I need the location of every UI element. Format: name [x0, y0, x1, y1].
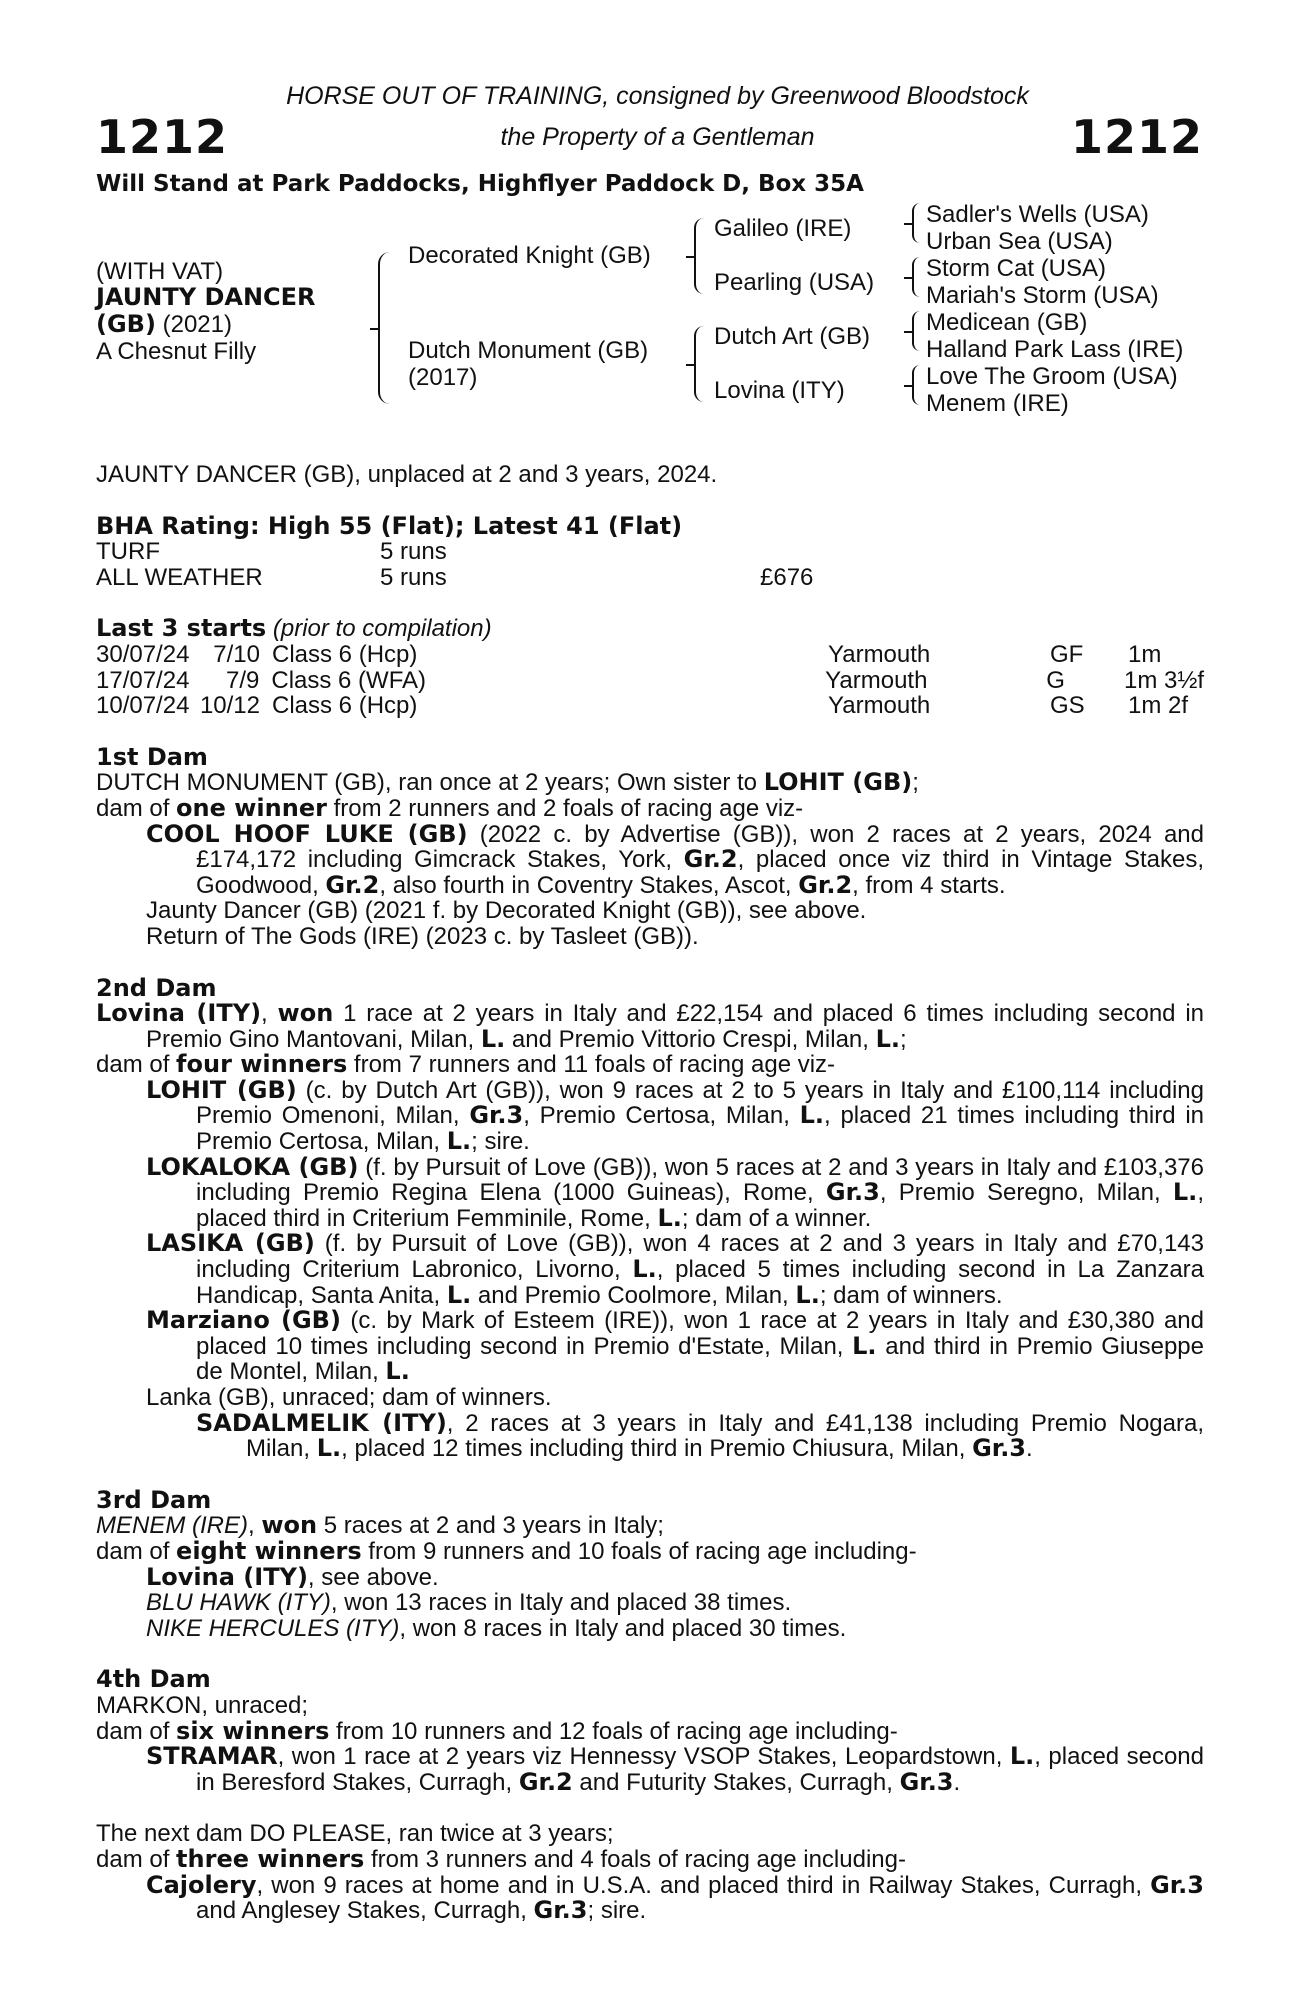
- rating-prize: £676: [760, 563, 814, 591]
- progeny-text: , Premio Certosa, Milan,: [523, 1102, 800, 1130]
- progeny-text: , won 13 races in Italy and placed 38 times.: [330, 1589, 792, 1617]
- text: ;: [900, 1025, 907, 1053]
- progeny-text: .: [953, 1768, 961, 1796]
- dam1-progeny: Return of The Gods (IRE) (2023 c. by Tasleet (GB)).: [146, 922, 699, 950]
- rating-surface: ALL WEATHER: [96, 563, 263, 591]
- progeny-text: , placed 5 times including second in La Zanzara Handicap, Santa Anita,: [196, 1256, 1205, 1309]
- dam1-text: ;: [912, 769, 919, 797]
- horse-name-line2: [96, 311, 232, 338]
- progeny-text: , from 4 starts.: [852, 871, 1006, 899]
- progeny-text: (c. by Dutch Art (GB)), won 9 races at 2 to 5 years in Italy and £100,114 including Premio Omenoni, Milan,: [196, 1076, 1204, 1130]
- text-bold: won: [261, 1511, 318, 1540]
- last-starts-note: (prior to compilation): [272, 615, 492, 643]
- dam1-line1: [96, 770, 1204, 796]
- grade: L.: [875, 1024, 901, 1053]
- text: and Premio Vittorio Crespi, Milan,: [505, 1025, 876, 1053]
- sds: Storm Cat (USA): [926, 255, 1107, 282]
- progeny-text: , placed once viz third in Vintage Stakes, Goodwood,: [196, 846, 1204, 899]
- horse-year: (2021): [162, 311, 232, 338]
- text-bold: won: [277, 999, 334, 1028]
- progeny-text: , won 9 races at home and in U.S.A. and placed third in Railway Stakes, Curragh,: [256, 1871, 1151, 1899]
- last-starts-title: Last 3 starts: [96, 614, 267, 643]
- stand-location: Will Stand at Park Paddocks, Highflyer Paddock D, Box 35A: [96, 171, 864, 197]
- dam3-line1: [96, 1513, 1204, 1539]
- progeny-text: ; sire.: [587, 1897, 647, 1925]
- text: dam of: [96, 1717, 177, 1745]
- property-line: the Property of a Gentleman: [500, 123, 815, 151]
- progeny-text: , Premio Seregno, Milan,: [879, 1179, 1173, 1207]
- start-going: GF: [1050, 640, 1084, 668]
- grade: L.: [316, 1434, 342, 1463]
- progeny-text: and Premio Coolmore, Milan,: [471, 1281, 796, 1309]
- start-distance: 1m 3½f: [1123, 666, 1205, 694]
- progeny-text: (c. by Mark of Esteem (IRE)), won 1 race at 2 years in Italy and £30,380 and placed 10 times including second in Premio d'Estate, Milan,: [196, 1307, 1205, 1360]
- dam3-progeny: [96, 1562, 1204, 1591]
- dam1-progeny: Jaunty Dancer (GB) (2021 f. by Decorated Knight (GB)), see above.: [146, 897, 867, 925]
- progeny-text: .: [1026, 1435, 1033, 1463]
- grade: L.: [799, 1101, 825, 1130]
- text: ,: [248, 1512, 262, 1540]
- dss: Medicean (GB): [926, 309, 1088, 336]
- progeny-text: , placed 12 times including third in Premio Chiusura, Milan,: [341, 1435, 973, 1463]
- grade: L.: [852, 1331, 877, 1360]
- grade: Gr.3: [469, 1101, 524, 1130]
- progeny-text: , 2 races at 3 years in Italy and £41,138 including Premio Nogara, Milan,: [246, 1409, 1205, 1463]
- text: 5 races at 2 and 3 years in Italy;: [317, 1512, 664, 1540]
- text: dam of: [96, 1537, 177, 1565]
- dam4-line2: [96, 1716, 1204, 1745]
- grade: L.: [1172, 1178, 1198, 1207]
- start-course: Yarmouth: [828, 692, 931, 720]
- progeny-text: ; sire.: [471, 1128, 530, 1156]
- progeny-name: Marziano (GB): [146, 1306, 341, 1335]
- text: dam of: [96, 1051, 177, 1079]
- start-race: Class 6 (WFA): [271, 666, 427, 694]
- dam: Dutch Monument (GB): [408, 337, 649, 364]
- dam2-heading: 2nd Dam: [96, 973, 217, 1002]
- grade: Gr.3: [972, 1434, 1027, 1463]
- progeny-text: , placed second in Beresford Stakes, Curragh,: [196, 1743, 1204, 1796]
- pedigree-brace-sire: [694, 218, 704, 294]
- progeny-name: LOHIT (GB): [146, 1075, 297, 1104]
- text-bold: six winners: [176, 1716, 330, 1745]
- start-race: Class 6 (Hcp): [272, 640, 418, 668]
- dam-year: (2017): [408, 364, 478, 391]
- progeny-text: and third in Premio Giuseppe de Montel, Milan,: [196, 1332, 1205, 1386]
- dam1-progeny: [96, 819, 1204, 899]
- dam1-line2: [96, 793, 1204, 822]
- rating-heading: BHA Rating: High 55 (Flat); Latest 41 (Flat): [96, 511, 683, 540]
- text-bold: three winners: [176, 1844, 365, 1873]
- start-going: G: [1046, 666, 1065, 694]
- progeny-name: SADALMELIK (ITY): [196, 1408, 447, 1437]
- dam4-progeny: [96, 1744, 1204, 1795]
- progeny-name: BLU HAWK (ITY): [146, 1589, 331, 1617]
- rating-runs: 5 runs: [380, 563, 447, 591]
- progeny-name: COOL HOOF LUKE (GB): [146, 819, 468, 848]
- dam1-heading: 1st Dam: [96, 742, 208, 771]
- dam3-progeny: [96, 1616, 1204, 1642]
- text: 1 race at 2 years in Italy and £22,154 and placed 6 times including second in Premio Gino Mantovani, Milan,: [146, 1000, 1204, 1053]
- nextdam-line1: The next dam DO PLEASE, ran twice at 3 years;: [96, 1820, 614, 1848]
- start-distance: 1m: [1128, 640, 1162, 668]
- progeny-text: and Futurity Stakes, Curragh,: [572, 1768, 900, 1796]
- grade: Gr.3: [1150, 1870, 1204, 1899]
- pedigree-brace-ds: [912, 311, 920, 351]
- dam4-line1: MARKON, unraced;: [96, 1691, 309, 1719]
- lot-number-right: 1212: [1070, 110, 1203, 164]
- consignor-line: HORSE OUT OF TRAINING, consigned by Greenwood Bloodstock: [286, 82, 1029, 110]
- progeny-text: (f. by Pursuit of Love (GB)), won 5 races at 2 and 3 years in Italy and £103,376 including Premio Regina Elena (1000 Guineas), Rome,: [196, 1153, 1204, 1207]
- grade: L.: [446, 1280, 472, 1309]
- progeny-text: ; dam of a winner.: [681, 1204, 872, 1232]
- progeny-name: LOKALOKA (GB): [146, 1152, 359, 1181]
- sire-dam: Pearling (USA): [714, 269, 875, 296]
- rating-row-turf: [96, 539, 1204, 565]
- grade: Gr.3: [899, 1767, 954, 1796]
- pedigree-brace-sd: [912, 257, 920, 297]
- start-course: Yarmouth: [825, 666, 928, 694]
- horse-country: (GB): [96, 310, 156, 338]
- summary: JAUNTY DANCER (GB), unplaced at 2 and 3 years, 2024.: [96, 461, 718, 488]
- rating-row-aw: [96, 565, 1204, 591]
- grade: L.: [795, 1280, 820, 1309]
- progeny-text: ; dam of winners.: [819, 1281, 1003, 1309]
- dam2-line2: [96, 1052, 1204, 1078]
- dam-name: MENEM (IRE): [96, 1512, 248, 1540]
- pedigree-brace-dam: [694, 326, 704, 402]
- progeny-text: , placed 21 times including third in Premio Certosa, Milan,: [196, 1102, 1205, 1156]
- start-going: GS: [1050, 692, 1085, 720]
- horse-name: JAUNTY DANCER: [96, 283, 316, 311]
- progeny-text: , see above.: [307, 1563, 439, 1591]
- rating-surface: TURF: [96, 538, 160, 566]
- sire: Decorated Knight (GB): [408, 242, 651, 269]
- progeny-name: Lovina (ITY): [146, 1562, 308, 1591]
- progeny-name: Cajolery: [146, 1870, 257, 1899]
- text: from 7 runners and 11 foals of racing age viz-: [347, 1051, 836, 1079]
- dam-sire: Dutch Art (GB): [714, 323, 871, 350]
- dam3-heading: 3rd Dam: [96, 1485, 212, 1514]
- main-text: [96, 462, 1204, 1924]
- sss: Sadler's Wells (USA): [926, 201, 1149, 228]
- start-row: [96, 668, 1204, 694]
- grade: Gr.2: [325, 870, 380, 899]
- start-position: 7/10: [213, 640, 260, 668]
- lot-number-left: 1212: [96, 110, 229, 164]
- dsd: Halland Park Lass (IRE): [926, 336, 1184, 363]
- grade: L.: [1009, 1742, 1035, 1771]
- grade: Gr.3: [533, 1896, 588, 1925]
- text: from 9 runners and 10 foals of racing age including-: [361, 1537, 917, 1565]
- grade: Gr.2: [683, 845, 738, 874]
- start-course: Yarmouth: [828, 640, 931, 668]
- grade: Gr.3: [825, 1178, 880, 1207]
- start-date: 17/07/24: [96, 666, 190, 694]
- grade: Gr.2: [518, 1767, 573, 1796]
- progeny-text: (f. by Pursuit of Love (GB)), won 4 races at 2 and 3 years in Italy and £70,143 including Criterium Labronico, Livorno,: [196, 1230, 1204, 1284]
- grade: L.: [480, 1024, 506, 1053]
- dam-name: Lovina (ITY): [96, 999, 262, 1028]
- pedigree-brace-dd: [912, 365, 920, 405]
- progeny-text: (2022 c. by Advertise (GB)), won 2 races at 2 years, 2024 and £174,172 including Gimcrack Stakes, York,: [196, 820, 1204, 874]
- start-row: [96, 693, 1204, 719]
- dam3-progeny: [96, 1590, 1204, 1616]
- sdd: Mariah's Storm (USA): [926, 282, 1159, 309]
- dam4-heading: 4th Dam: [96, 1665, 211, 1694]
- grade: Gr.2: [798, 870, 853, 899]
- ssd: Urban Sea (USA): [926, 228, 1113, 255]
- start-position: 7/9: [225, 666, 260, 694]
- progeny-text: , won 8 races in Italy and placed 30 times.: [399, 1614, 847, 1642]
- dam3-line2: [96, 1536, 1204, 1565]
- dam2-progeny: [96, 1231, 1204, 1308]
- text: ,: [261, 1000, 278, 1028]
- horse-vat: (WITH VAT): [96, 258, 224, 285]
- progeny-text: , won 1 race at 2 years viz Hennessy VSOP Stakes, Leopardstown,: [277, 1743, 1010, 1771]
- grade: L.: [632, 1255, 657, 1284]
- dam1-text: dam of: [96, 794, 177, 822]
- text-bold: four winners: [176, 1050, 348, 1079]
- start-date: 10/07/24: [96, 692, 190, 720]
- grade: L.: [446, 1127, 472, 1156]
- progeny-text: and Anglesey Stakes, Curragh,: [196, 1897, 534, 1925]
- progeny-text: , also fourth in Coventry Stakes, Ascot,: [379, 871, 799, 899]
- text-bold: eight winners: [176, 1536, 362, 1565]
- dam2-progeny: Lanka (GB), unraced; dam of winners.: [146, 1384, 552, 1411]
- grade: L.: [657, 1203, 682, 1232]
- text: dam of: [96, 1845, 177, 1873]
- progeny-text: , placed third in Criterium Femminile, Rome,: [196, 1179, 1204, 1232]
- dam2-line1: [96, 1001, 1204, 1052]
- grade: L.: [385, 1357, 410, 1386]
- start-position: 10/12: [199, 692, 260, 720]
- nextdam-line2: [96, 1844, 1204, 1873]
- start-distance: 1m 2f: [1128, 692, 1189, 720]
- dds: Love The Groom (USA): [926, 363, 1178, 390]
- dam2-progeny: [96, 1075, 1205, 1156]
- ddd: Menem (IRE): [926, 390, 1069, 417]
- horse-description: A Chesnut Filly: [96, 338, 257, 365]
- rating-runs: 5 runs: [380, 538, 447, 566]
- last-starts-heading: [96, 616, 1204, 642]
- dam1-text: from 2 runners and 2 foals of racing age viz-: [326, 794, 804, 822]
- sire-sire: Galileo (IRE): [714, 215, 852, 242]
- dam2-progeny: [96, 1152, 1204, 1232]
- nextdam-progeny: [96, 1870, 1204, 1925]
- pedigree-brace-main: [378, 252, 390, 404]
- start-row: [96, 642, 1204, 668]
- pedigree-brace-ss: [912, 203, 920, 243]
- dam-dam: Lovina (ITY): [714, 377, 845, 404]
- text: from 10 runners and 12 foals of racing age including-: [329, 1717, 898, 1745]
- dam1-winners: one winner: [176, 793, 327, 822]
- progeny-name: STRAMAR: [146, 1742, 278, 1771]
- dam2-grandprogeny: [96, 1408, 1205, 1463]
- dam1-text: DUTCH MONUMENT (GB), ran once at 2 years; Own sister to: [96, 769, 764, 797]
- start-race: Class 6 (Hcp): [272, 692, 418, 720]
- dam1-sister: LOHIT (GB): [763, 768, 913, 797]
- progeny-name: NIKE HERCULES (ITY): [146, 1614, 400, 1642]
- dam2-progeny: [96, 1308, 1204, 1385]
- progeny-name: LASIKA (GB): [146, 1229, 315, 1258]
- text: from 3 runners and 4 foals of racing age including-: [364, 1845, 906, 1873]
- start-date: 30/07/24: [96, 640, 190, 668]
